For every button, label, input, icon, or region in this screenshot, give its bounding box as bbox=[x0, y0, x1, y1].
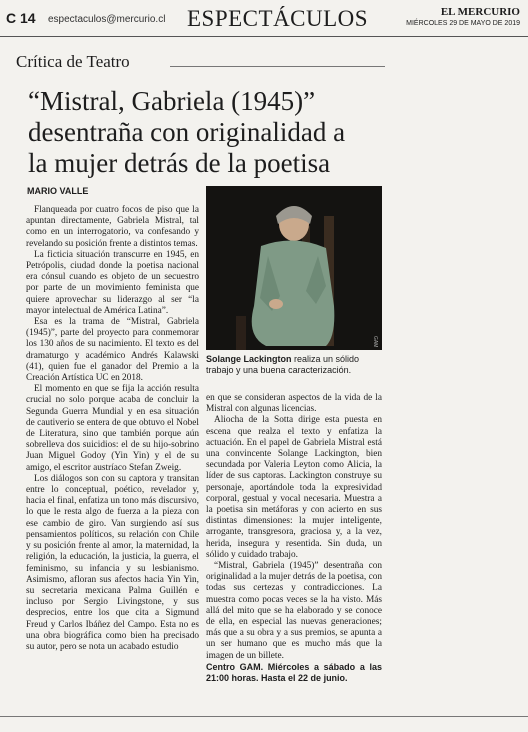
paragraph: La ficticia situación transcurre en 1945, en Petrópolis, ciudad donde la poetisa nacional era cónsul cuando es objeto de un secuestro por parte de un movimiento feminista que quiere aprovechar su liderazgo al ser “la mayor intelectual de América Latina”. bbox=[26, 249, 199, 316]
section-email[interactable]: espectaculos@mercurio.cl bbox=[48, 14, 166, 25]
venue-info: Centro GAM. Miércoles a sábado a las 21:00 horas. Hasta el 22 de junio. bbox=[206, 661, 382, 684]
article-photo bbox=[206, 186, 382, 350]
headline-line: “Mistral, Gabriela (1945)” bbox=[28, 86, 316, 116]
actress-illustration bbox=[206, 186, 382, 350]
header-divider bbox=[0, 36, 528, 37]
headline-line: desentraña con originalidad a bbox=[28, 117, 346, 147]
byline: MARIO VALLE bbox=[27, 186, 89, 196]
paragraph: Flanqueada por cuatro focos de piso que la apuntan directamente, Gabriela Mistral, tal como en un interrogatorio, va confesando y revelando su posición frente a distintos temas. bbox=[26, 205, 199, 249]
photo-caption bbox=[206, 354, 382, 376]
article-column-2 bbox=[206, 393, 382, 684]
headline bbox=[28, 86, 408, 179]
newspaper-name: EL MERCURIO bbox=[440, 6, 520, 18]
caption-name: Solange Lackington bbox=[206, 354, 292, 364]
page-number: C 14 bbox=[6, 10, 36, 26]
headline-line: la mujer detrás de la poetisa bbox=[28, 148, 331, 178]
paragraph: Aliocha de la Sotta dirige esta puesta en escena que realza el texto y enfatiza la actuación. En el papel de Gabriela Mistral está una convincente Solange Lackington, bien secundada por Valeria Leyton como Alicia, la líder de sus captoras. Lackington construye su personaje, aportándole toda la expresividad corporal, gestual y vocal necesaria. Muestra a la poetisa sin metáforas y con acierto en sus distintas dimensiones: la mujer inteligente, arrogante, transgresora, graciosa y, a la vez, herida, insegura y resentida. Sin duda, un sólido y cuidado trabajo. bbox=[206, 415, 382, 560]
paragraph: en que se consideran aspectos de la vida de la Mistral con algunas licencias. bbox=[206, 393, 382, 415]
section-title: ESPECTÁCULOS bbox=[187, 6, 369, 31]
photo-credit: GAM bbox=[372, 336, 378, 348]
footer-divider bbox=[0, 716, 528, 717]
paragraph: “Mistral, Gabriela (1945)” desentraña con originalidad a la mujer detrás de la poetisa, con todas sus certezas y contradicciones. La muestra como pocas veces se la ha visto. Más allá del mito que se ha elaborado y se conoce de ella, en especial las nuevas generaciones; más que a su obra y a sus premios, se apunta a un ser humano que es mucho más que la imagen de un billete. bbox=[206, 561, 382, 661]
paragraph: Los diálogos son con su captora y transitan entre lo conceptual, poético, revelador y, hacia el final, enfatiza un tono más discursivo, lo que le resta algo de fuerza a la pieza con ese cambio de giro. Van surgiendo así sus pensamientos políticos, su relación con Chile y su posición frente al amor, la maternidad, la religión, la educación, la justicia, la guerra, el feminismo, su infancia y su lesbianismo. Asimismo, afloran sus afectos hacia Yin Yin, su secretaria mexicana Palma Guillén e incluso por Sergio Livingstone, y sus desprecios, entre los que cita a Sigmund Freud y Carlos Ibáñez del Campo. Esta no es una obra biográfica como bien ha precisado su autor, pero se nota un acabado estudio bbox=[26, 473, 199, 652]
paragraph: El momento en que se fija la acción resulta crucial no solo porque acaba de concluir la Segunda Guerra Mundial y en esa situación de cautiverio se entera de que obtuvo el Nobel de Literatura, sino que también porque aún sobrelleva dos suicidios: el de su hijo-sobrino Juan Miguel Godoy (Yin Yin) y el de su amigo, el escritor austríaco Stefan Zweig. bbox=[26, 384, 199, 473]
article-column-1 bbox=[26, 205, 199, 653]
kicker-divider bbox=[170, 66, 385, 67]
caption-text: realiza un sólido trabajo y una buena caracterización. bbox=[206, 354, 360, 375]
paragraph: Esa es la trama de “Mistral, Gabriela (1945)”, parte del proyecto para conmemorar los 130 años de su nacimiento. El texto es del dramaturgo y académico Andrés Kalawski (41), quien fue el ganador del Premio a la Creación Artística UC en 2018. bbox=[26, 317, 199, 384]
kicker: Crítica de Teatro bbox=[16, 52, 130, 71]
publication-date: MIÉRCOLES 29 DE MAYO DE 2019 bbox=[406, 20, 520, 27]
